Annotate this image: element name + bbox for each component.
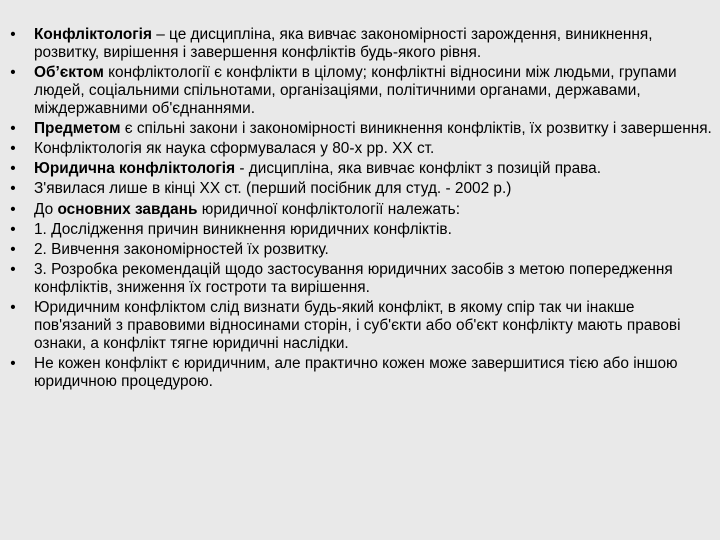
bullet-icon: • — [10, 220, 16, 238]
list-item — [8, 120, 714, 138]
item-text: є спільні закони і закономірності виникнення конфліктів, їх розвитку і завершення. — [120, 119, 712, 137]
item-text: Юридичним конфліктом слід визнати будь-який конфлікт, в якому спір так чи інакше пов'язаний з правовими відносинами сторін, і суб'єкти або об'єкт конфлікту мають правові ознаки, а конфлікт тягне юридичні наслідки. — [34, 299, 681, 352]
bullet-icon: • — [10, 200, 16, 218]
item-text-continued: юридичної конфліктології належать: — [197, 200, 460, 218]
item-bold-text: Конфліктологія — [34, 26, 152, 43]
list-item — [8, 201, 714, 219]
bullet-icon: • — [10, 26, 16, 43]
list-item — [8, 26, 714, 62]
item-text: – це дисципліна, яка вивчає закономірності зарождення, виникнення, розвитку, вирішення і завершення конфліктів будь-якого рівня. — [34, 26, 653, 61]
list-item — [8, 221, 714, 239]
list-item — [8, 140, 714, 158]
bullet-icon: • — [10, 240, 16, 258]
list-item — [8, 180, 714, 198]
bullet-icon: • — [10, 160, 16, 178]
item-text: Конфліктологія як наука сформувалася у 80-х рр. ХХ ст. — [34, 139, 435, 157]
bullet-icon: • — [10, 354, 16, 372]
bullet-icon: • — [10, 299, 16, 317]
bullet-icon: • — [10, 63, 16, 81]
bullet-icon: • — [10, 180, 16, 198]
list-item — [8, 299, 714, 352]
list-item — [8, 355, 714, 391]
item-bold-text: Предметом — [34, 119, 121, 137]
item-bold-text: основних завдань — [57, 200, 198, 218]
list-item — [8, 160, 714, 178]
item-bold-text: Об’єктом — [34, 63, 104, 81]
item-text: До — [34, 200, 58, 218]
list-item — [8, 64, 714, 117]
bullet-icon: • — [10, 139, 16, 157]
bullet-list — [8, 26, 714, 393]
item-bold-text: Юридична конфліктологія — [34, 160, 236, 178]
item-text: Не кожен конфлікт є юридичним, але практично кожен може завершитися тією або іншою юридичною процедурою. — [34, 354, 678, 390]
item-text: З'явилася лише в кінці ХХ ст. (перший посібник для студ. - 2002 р.) — [34, 180, 512, 198]
bullet-icon: • — [10, 119, 16, 137]
item-text: 2. Вивчення закономірностей їх розвитку. — [34, 240, 329, 258]
bullet-icon: • — [10, 261, 16, 279]
item-text: 1. Дослідження причин виникнення юридичних конфліктів. — [34, 220, 452, 238]
item-text: 3. Розробка рекомендацій щодо застосування юридичних засобів з метою попередження конфліктів, зниження їх гостроти та вирішення. — [34, 261, 673, 296]
item-text: конфліктології є конфлікти в цілому; конфліктні відносини між людьми, групами людей, соціальними спільнотами, організаціями, політичними органами, державами, міждержавними об'єднаннями. — [34, 63, 677, 117]
list-item — [8, 261, 714, 297]
item-text: - дисципліна, яка вивчає конфлікт з позицій права. — [235, 160, 602, 178]
list-item — [8, 241, 714, 259]
